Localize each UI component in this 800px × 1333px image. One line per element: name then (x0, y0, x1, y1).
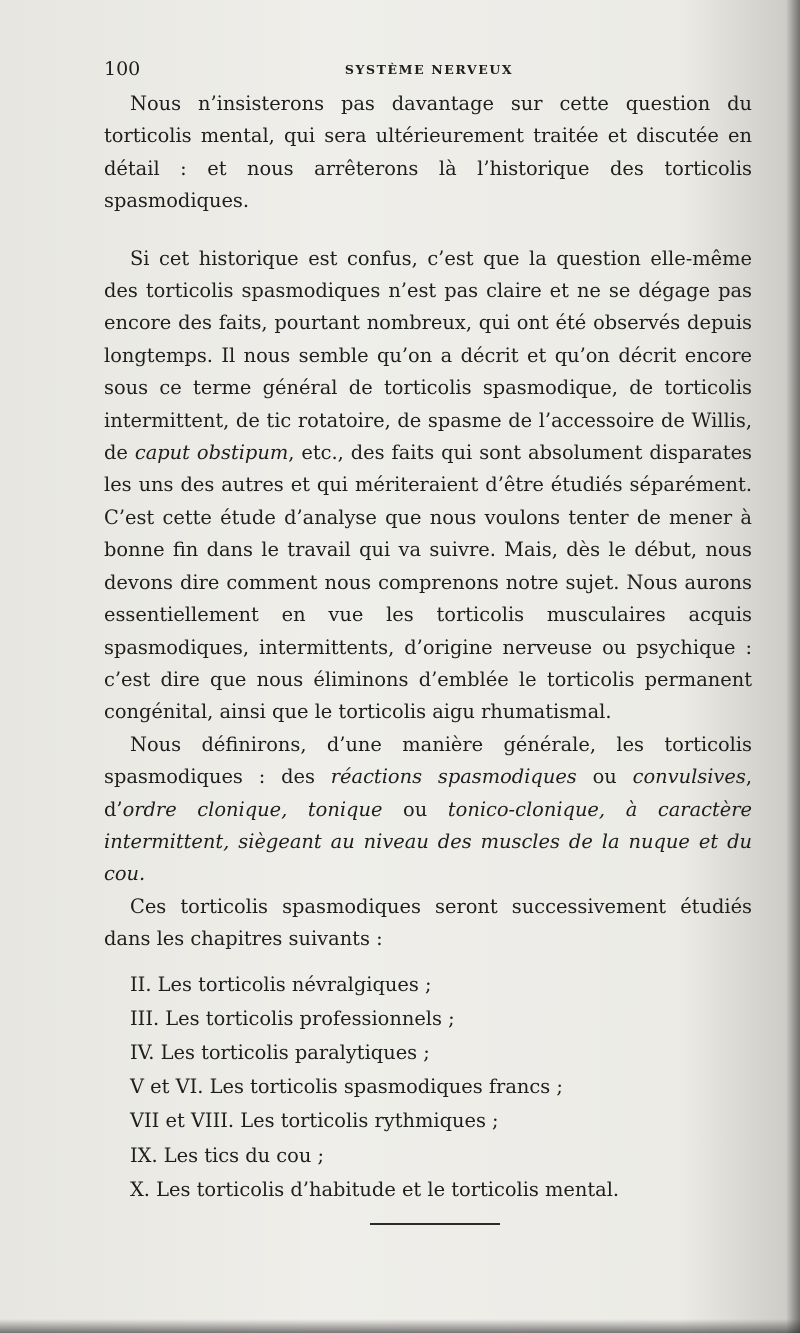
paragraph-3-text-d: ou (382, 797, 448, 821)
paragraph-3-text-b: ou (576, 765, 633, 789)
chapter-list-item: IX. Les tics du cou ; (130, 1143, 325, 1167)
paragraph-2-italic: caput obstipum (134, 441, 289, 465)
page-header (104, 58, 754, 84)
chapter-list (104, 968, 752, 1207)
paragraph-3-italic-c: ordre clonique, tonique (122, 797, 383, 821)
chapter-list-item: III. Les torticolis professionnels ; (130, 1006, 455, 1030)
paragraph-3-text-c: , d’ (104, 765, 752, 821)
paragraph-3-text-a: Nous définirons, d’une manière générale, les torticolis spasmodiques : des (104, 732, 752, 789)
paragraph-2 (104, 243, 752, 729)
paragraph-1-text: Nous n’insisterons pas davantage sur cette question du torticolis mental, qui sera ultérieurement traitée et discutée en détail : et nous arrêterons là l’historique des torticolis spasmodiques. (104, 92, 752, 213)
chapter-list-item: IV. Les torticolis paralytiques ; (130, 1040, 430, 1064)
paragraph-2-text-b: , etc., des faits qui sont absolument disparates les uns des autres et qui mériteraient d’être étudiés séparément. C’est cette étude d’analyse que nous voulons tenter de mener à bonne fin dans le travail qui va suivre. Mais, dès le début, nous devons dire comment nous comprenons notre sujet. Nous aurons essentiellement en vue les torticolis musculaires acquis spasmodiques, intermittents, d’origine nerveuse ou psychique : c’est dire que nous éliminons d’emblée le torticolis permanent congénital, ainsi que le torticolis aigu rhumatismal. (104, 441, 753, 724)
paragraph-3-italic-a: réactions spasmodiques (330, 765, 577, 789)
paragraph-1 (104, 88, 752, 218)
running-head: SYSTÈME NERVEUX (344, 62, 514, 77)
chapter-list-item: V et VI. Les torticolis spasmodiques francs ; (130, 1075, 563, 1099)
paragraph-4-text: Ces torticolis spasmodiques seront successivement étudiés dans les chapitres suivants : (104, 894, 752, 951)
chapter-list-item: VII et VIII. Les torticolis rythmiques ; (130, 1109, 499, 1133)
paragraph-4 (104, 891, 752, 956)
page-number: 100 (104, 58, 141, 80)
chapter-list-item: II. Les torticolis névralgiques ; (130, 972, 432, 996)
paragraph-2-text-a: Si cet historique est confus, c’est que la question elle-même des torticolis spasmodiques n’est pas claire et ne se dégage pas encore des faits, pourtant nombreux, qui ont été observés depuis longtemps. Il nous semble qu’on a décrit et qu’on décrit encore sous ce terme général de torticolis spasmodique, de torticolis intermittent, de tic rotatoire, de spasme de l’accessoire de Willis, de (104, 246, 752, 465)
paragraph-3-italic-d: tonico-clonique, à caractère intermittent, siègeant au niveau des muscles de la nuque et du cou. (104, 797, 752, 886)
chapter-list-item: X. Les torticolis d’habitude et le torticolis mental. (130, 1177, 620, 1201)
paragraph-3-italic-b: convulsives (632, 765, 746, 789)
page-edge-shadow-right (786, 0, 800, 1333)
page-edge-shadow-bottom (0, 1319, 800, 1333)
body-text (104, 88, 752, 1207)
end-rule (370, 1223, 500, 1225)
paragraph-3 (104, 729, 752, 891)
